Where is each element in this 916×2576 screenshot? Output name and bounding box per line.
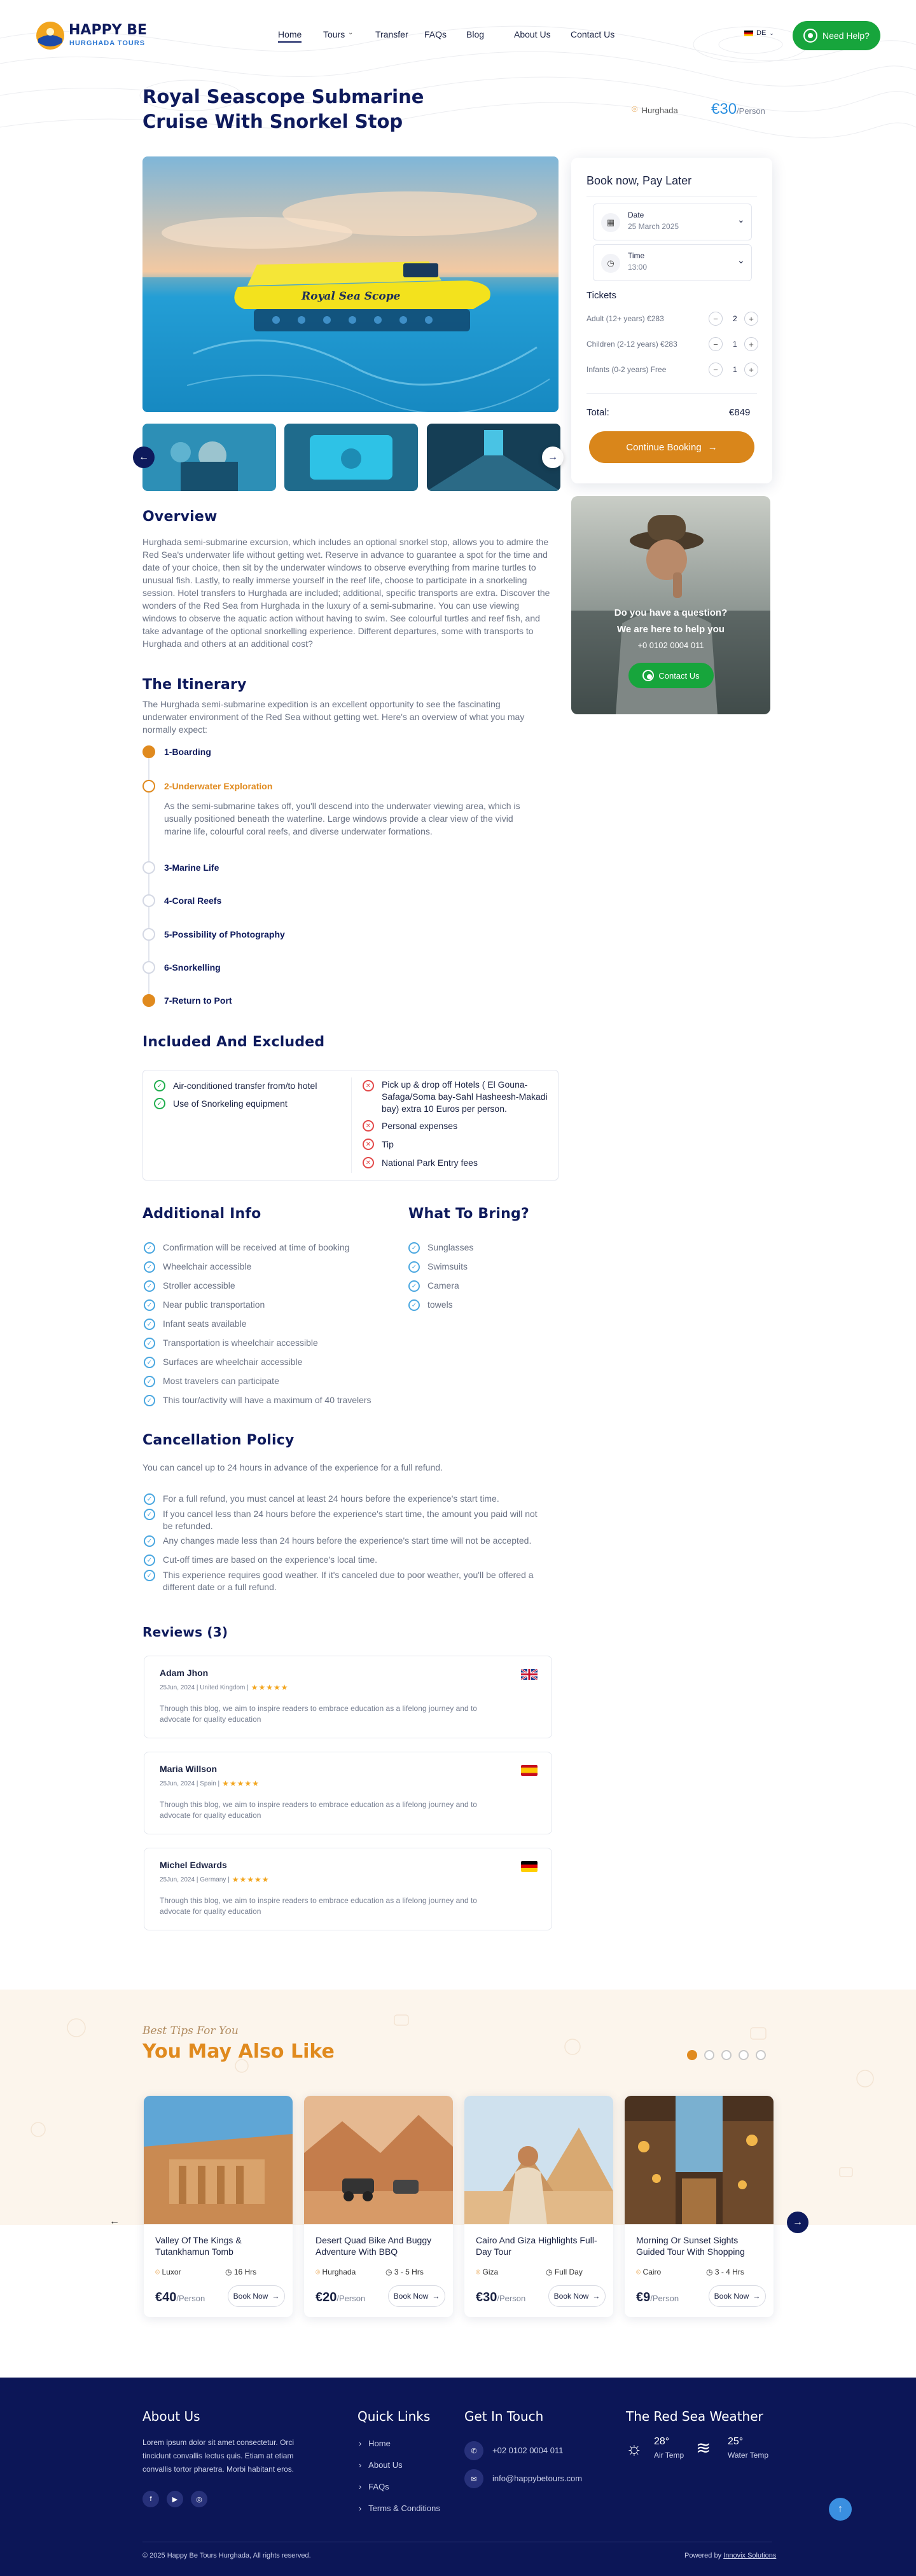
footer-links-heading: Quick Links xyxy=(357,2409,431,2424)
itinerary-step-6[interactable]: 6-Snorkelling xyxy=(164,962,221,973)
language-code: DE xyxy=(756,29,767,37)
additional-info-item: Transportation is wheelchair accessible xyxy=(163,1338,318,1348)
location-pin-icon: ⌾ xyxy=(316,2268,323,2276)
arrow-up-icon: ↑ xyxy=(838,2503,843,2514)
what-to-bring-heading: What To Bring? xyxy=(408,1206,529,1222)
check-icon: ✓ xyxy=(144,1509,155,1520)
tour-price-value: €30 xyxy=(476,2290,497,2304)
tour-duration-label: 16 Hrs xyxy=(233,2268,257,2276)
divider xyxy=(586,196,757,197)
time-label: Time xyxy=(628,251,645,260)
arrow-right-icon: → xyxy=(432,2292,440,2301)
booking-heading: Book now, Pay Later xyxy=(586,174,692,187)
footer-link-about[interactable] xyxy=(359,2460,403,2470)
excluded-item: Pick up & drop off Hotels ( El Gouna-Safaga/Soma bay-Sahl Hasheesh-Makadi bay) extra 10 Euros per person. xyxy=(382,1079,548,1114)
footer-powered xyxy=(684,2552,776,2559)
contact-us-button[interactable] xyxy=(628,663,714,688)
check-icon: ✓ xyxy=(144,1493,155,1505)
book-now-label: Book Now xyxy=(714,2292,749,2301)
arrow-right-icon: → xyxy=(753,2292,761,2301)
check-icon: ✓ xyxy=(154,1098,165,1109)
check-icon: ✓ xyxy=(144,1319,155,1330)
carousel-dot[interactable] xyxy=(721,2050,732,2060)
footer-link-home[interactable] xyxy=(359,2439,391,2448)
infant-ticket-label: Infants (0-2 years) Free xyxy=(586,365,667,374)
tour-price-unit: /Person xyxy=(337,2294,366,2303)
need-help-button[interactable] xyxy=(793,21,880,50)
spain-flag-icon xyxy=(521,1765,538,1776)
tour-price-unit: /Person xyxy=(737,106,765,116)
tour-price-value: €20 xyxy=(316,2290,337,2304)
nav-home[interactable]: Home xyxy=(278,29,302,43)
whatsapp-icon xyxy=(642,670,654,681)
contact-card xyxy=(571,496,770,714)
tour-duration-label: Full Day xyxy=(554,2268,583,2276)
included-item: Use of Snorkeling equipment xyxy=(173,1098,288,1109)
air-temp-value: 28° xyxy=(654,2436,670,2447)
chevron-right-icon: › xyxy=(359,2460,369,2470)
adult-quantity: 2 xyxy=(733,314,737,323)
footer-powered-label: Powered by xyxy=(684,2552,722,2559)
additional-info-item: Stroller accessible xyxy=(163,1280,235,1291)
calendar-icon: ▦ xyxy=(601,213,620,232)
check-icon: ✓ xyxy=(154,1080,165,1091)
cancellation-heading: Cancellation Policy xyxy=(142,1432,295,1448)
tour-price xyxy=(476,2290,525,2305)
check-icon: ✓ xyxy=(144,1395,155,1406)
check-icon: ✓ xyxy=(408,1261,420,1273)
clock-icon: ◷ xyxy=(706,2268,715,2276)
review-meta: 25Jun, 2024 | Germany | xyxy=(160,1876,230,1883)
book-now-button[interactable] xyxy=(548,2285,606,2307)
check-icon: ✓ xyxy=(144,1376,155,1387)
footer-touch-heading: Get In Touch xyxy=(464,2409,544,2424)
excluded-item: National Park Entry fees xyxy=(382,1158,478,1168)
cancellation-item: This experience requires good weather. If it's canceled due to poor weather, you'll be offered a different date or a full refund. xyxy=(163,1570,534,1592)
footer-weather-heading: The Red Sea Weather xyxy=(626,2409,763,2424)
tour-price-value: €9 xyxy=(636,2290,651,2304)
review-meta-row xyxy=(160,1875,270,1884)
review-text: Through this blog, we aim to inspire readers to embrace education as a lifelong journey and to advocate for quality education xyxy=(160,1800,477,1820)
uk-flag-icon xyxy=(521,1669,538,1680)
book-now-button[interactable] xyxy=(228,2285,285,2307)
child-plus-button[interactable]: + xyxy=(744,337,758,351)
additional-info-item: Near public transportation xyxy=(163,1299,265,1310)
footer-link-terms[interactable] xyxy=(359,2503,440,2513)
tour-price xyxy=(155,2290,205,2305)
itinerary-dot xyxy=(142,961,155,974)
carousel-prev-button[interactable]: ← xyxy=(109,2216,120,2227)
close-icon: ✕ xyxy=(363,1157,374,1168)
tickets-heading: Tickets xyxy=(586,290,616,301)
included-item: Air-conditioned transfer from/to hotel xyxy=(173,1081,317,1091)
clock-icon: ◷ xyxy=(546,2268,555,2276)
footer-link-label: FAQs xyxy=(368,2482,389,2491)
water-temp-label: Water Temp xyxy=(728,2451,769,2460)
sun-icon: ☼ xyxy=(626,2439,642,2458)
gallery-thumbnail-1[interactable] xyxy=(142,424,276,491)
check-icon: ✓ xyxy=(144,1570,155,1581)
overview-text: Hurghada semi-submarine excursion, which includes an optional snorkel stop, allows you to admire the Red Sea's underwater life without getting wet. Reserve in advance to guarantee a spot for the time and date of your choice, then sit by the underwater windows to observe everything from marine turtles to unusual fish. Lastly, to really immerse yourself in the reef life, choose to participate in a snorkeling session. Hotel transfers to Hurghada are included; additional, specific transports are extra. Discover the wonders of the Red Sea from Hurghada in the luxury of a semi-submarine. You can use viewing windows to observe the aquatic action without having to swim. See colourful turtles and reef fish, and take advantage of the optional snorkelling experience. Different departures, some with transports to Hurghada and others at an additional cost? xyxy=(142,537,550,649)
cancellation-item: For a full refund, you must cancel at least 24 hours before the experience's start time. xyxy=(163,1493,499,1504)
tour-location-label: Giza xyxy=(482,2268,499,2276)
tour-location-label: Cairo xyxy=(642,2268,662,2276)
tour-image-quad xyxy=(304,2096,453,2224)
child-minus-button[interactable]: − xyxy=(709,337,723,351)
check-icon: ✓ xyxy=(144,1357,155,1368)
tour-duration-label: 3 - 4 Hrs xyxy=(714,2268,744,2276)
germany-flag-icon xyxy=(521,1861,538,1872)
pattern-background xyxy=(0,1990,916,2225)
reviews-heading: Reviews (3) xyxy=(142,1624,228,1640)
phone-icon: ✆ xyxy=(464,2441,483,2460)
close-icon: ✕ xyxy=(363,1080,374,1091)
footer-powered-link[interactable]: Innovix Solutions xyxy=(723,2552,777,2559)
itinerary-dot xyxy=(142,928,155,941)
footer-copyright: © 2025 Happy Be Tours Hurghada, All rights reserved. xyxy=(142,2552,311,2559)
date-label: Date xyxy=(628,211,644,219)
total-value: €849 xyxy=(729,407,751,418)
nav-faqs[interactable]: FAQs xyxy=(424,29,447,39)
itinerary-dot xyxy=(142,861,155,874)
chevron-down-icon: ⌄ xyxy=(737,214,745,225)
close-icon: ✕ xyxy=(363,1120,374,1132)
tour-card[interactable] xyxy=(464,2096,613,2317)
check-icon: ✓ xyxy=(144,1280,155,1292)
facebook-icon[interactable]: f xyxy=(142,2491,159,2507)
carousel-next-button[interactable] xyxy=(787,2212,808,2233)
book-now-label: Book Now xyxy=(393,2292,429,2301)
check-icon: ✓ xyxy=(144,1535,155,1547)
additional-info-item: Confirmation will be received at time of booking xyxy=(163,1242,350,1252)
included-heading: Included And Excluded xyxy=(142,1034,325,1050)
review-text: Through this blog, we aim to inspire readers to embrace education as a lifelong journey and to advocate for quality education xyxy=(160,1896,477,1916)
carousel-dot-active[interactable] xyxy=(687,2050,697,2060)
divider xyxy=(351,1077,352,1173)
arrow-right-icon: → xyxy=(707,441,718,453)
book-now-label: Book Now xyxy=(233,2292,268,2301)
tour-duration-label: 3 - 5 Hrs xyxy=(394,2268,424,2276)
tour-title: Cairo And Giza Highlights Full-Day Tour xyxy=(476,2235,597,2257)
tour-image-giza xyxy=(464,2096,613,2224)
additional-info-item: Most travelers can participate xyxy=(163,1376,279,1386)
location-pin-icon: ⌾ xyxy=(636,2268,643,2276)
tour-duration xyxy=(706,2268,744,2276)
clock-icon: ◷ xyxy=(385,2268,394,2276)
child-ticket-label: Children (2-12 years) €283 xyxy=(586,340,677,349)
wave-icon: ≋ xyxy=(696,2438,711,2458)
tour-card[interactable] xyxy=(144,2096,293,2317)
tour-image-cairo xyxy=(625,2096,774,2224)
additional-info-item: Wheelchair accessible xyxy=(163,1261,252,1271)
tour-title: Morning Or Sunset Sights Guided Tour With Shopping xyxy=(636,2235,745,2257)
check-icon: ✓ xyxy=(144,1261,155,1273)
tour-location xyxy=(155,2268,181,2277)
chevron-right-icon: › xyxy=(359,2503,369,2513)
tour-location-label: Hurghada xyxy=(322,2268,356,2276)
carousel-dot[interactable] xyxy=(739,2050,749,2060)
german-flag-icon xyxy=(744,31,753,36)
contact-help: We are here to help you xyxy=(617,624,725,635)
tour-price-unit: /Person xyxy=(650,2294,679,2303)
page-title-line1: Royal Seascope Submarine xyxy=(142,86,424,107)
tour-image-luxor xyxy=(144,2096,293,2224)
tour-location xyxy=(476,2268,498,2277)
whatsapp-icon xyxy=(803,29,817,43)
location-pin-icon: ⌾ xyxy=(476,2268,483,2276)
arrow-right-icon: → xyxy=(793,2217,803,2227)
check-icon: ✓ xyxy=(144,1299,155,1311)
itinerary-heading: The Itinerary xyxy=(142,677,247,693)
contact-phone[interactable]: +0 0102 0004 011 xyxy=(637,641,704,650)
adult-ticket-label: Adult (12+ years) €283 xyxy=(586,314,664,323)
footer-email[interactable]: info@happybetours.com xyxy=(492,2474,583,2483)
nav-transfer[interactable]: Transfer xyxy=(375,29,408,39)
check-icon: ✓ xyxy=(408,1242,420,1254)
scroll-top-button[interactable] xyxy=(829,2498,852,2521)
reviewer-name: Maria Willson xyxy=(160,1764,218,1774)
continue-booking-label: Continue Booking xyxy=(626,441,702,453)
cancellation-item: Any changes made less than 24 hours before the experience's start time will not be accepted. xyxy=(163,1535,532,1546)
nav-blog[interactable]: Blog xyxy=(466,29,485,39)
tour-location xyxy=(316,2268,356,2277)
book-now-button[interactable] xyxy=(709,2285,766,2307)
footer xyxy=(0,2378,916,2576)
nav-about[interactable]: About Us xyxy=(514,29,551,39)
tour-card[interactable] xyxy=(625,2096,774,2317)
arrow-left-icon: ← xyxy=(139,452,149,462)
divider xyxy=(586,393,757,394)
book-now-label: Book Now xyxy=(553,2292,589,2301)
check-icon: ✓ xyxy=(408,1299,420,1311)
page-title-line2: Cruise With Snorkel Stop xyxy=(142,111,403,132)
chevron-right-icon: › xyxy=(359,2482,369,2491)
reviewer-name: Adam Jhon xyxy=(160,1668,209,1678)
additional-info-item: Surfaces are wheelchair accessible xyxy=(163,1357,303,1367)
location-pin-icon: ⌾ xyxy=(632,104,638,115)
youtube-icon[interactable]: ▶ xyxy=(167,2491,183,2507)
gallery-thumbnail-3[interactable] xyxy=(427,424,560,491)
tour-price xyxy=(711,100,765,118)
tour-location xyxy=(632,104,678,116)
additional-info-item: This tour/activity will have a maximum of 40 travelers xyxy=(163,1395,371,1405)
cancellation-intro: You can cancel up to 24 hours in advance of the experience for a full refund. xyxy=(142,1462,443,1472)
itinerary-step-3[interactable]: 3-Marine Life xyxy=(164,862,219,873)
footer-link-label: About Us xyxy=(368,2460,403,2470)
logo-icon xyxy=(36,21,65,50)
itinerary-dot xyxy=(142,780,155,793)
itinerary-step-7[interactable]: 7-Return to Port xyxy=(164,995,232,1006)
booking-card xyxy=(571,158,772,483)
itinerary-dot xyxy=(142,745,155,758)
total-label: Total: xyxy=(586,407,609,418)
itinerary-dot xyxy=(142,894,155,907)
tour-location-label: Luxor xyxy=(162,2268,181,2276)
footer-link-faqs[interactable] xyxy=(359,2482,389,2491)
check-icon: ✓ xyxy=(144,1555,155,1566)
overview-heading: Overview xyxy=(142,509,218,525)
itinerary-step-2[interactable]: 2-Underwater Exploration xyxy=(164,781,273,791)
footer-about-heading: About Us xyxy=(142,2409,200,2424)
what-to-bring-item: Swimsuits xyxy=(427,1261,468,1271)
tour-location xyxy=(636,2268,661,2277)
nav-tours[interactable]: Tours xyxy=(323,29,345,39)
tour-title: Desert Quad Bike And Buggy Adventure With BBQ xyxy=(316,2235,432,2257)
review-meta-row xyxy=(160,1779,260,1788)
infant-minus-button[interactable]: − xyxy=(709,363,723,377)
review-card xyxy=(144,1656,552,1738)
mail-icon: ✉ xyxy=(464,2469,483,2488)
what-to-bring-item: Camera xyxy=(427,1280,459,1291)
arrow-right-icon: → xyxy=(548,452,558,462)
footer-about-text: Lorem ipsum dolor sit amet consectetur. Orci tincidunt convallis lectus quis. Etiam at etiam convallis tortor pharetra. Morbi habitant eros. xyxy=(142,2438,295,2474)
child-quantity: 1 xyxy=(733,340,737,349)
tour-duration xyxy=(546,2268,583,2276)
gallery-prev-button[interactable] xyxy=(133,447,155,468)
footer-link-label: Home xyxy=(368,2439,391,2448)
itinerary-dot xyxy=(142,994,155,1007)
date-picker[interactable] xyxy=(593,204,752,240)
also-like-heading: You May Also Like xyxy=(142,2040,335,2063)
footer-link-label: Terms & Conditions xyxy=(368,2503,440,2513)
tour-price-unit: /Person xyxy=(176,2294,205,2303)
excluded-item: Personal expenses xyxy=(382,1121,458,1131)
main-tour-image xyxy=(142,156,559,412)
review-text: Through this blog, we aim to inspire readers to embrace education as a lifelong journey and to advocate for quality education xyxy=(160,1704,477,1724)
rating-stars-icon: ★★★★★ xyxy=(222,1779,260,1788)
time-value: 13:00 xyxy=(628,263,648,272)
gallery-next-button[interactable] xyxy=(542,447,564,468)
adult-minus-button[interactable]: − xyxy=(709,312,723,326)
water-temp-value: 25° xyxy=(728,2436,744,2447)
tour-card[interactable] xyxy=(304,2096,453,2317)
air-temp-label: Air Temp xyxy=(654,2451,684,2460)
itinerary-step-2-detail: As the semi-submarine takes off, you'll descend into the underwater viewing area, which is usually positioned beneath the waterline. Large windows provide a clear view of the vivid marine life, colourful coral reefs, and diverse underwater formations. xyxy=(164,801,520,836)
check-icon: ✓ xyxy=(144,1338,155,1349)
carousel-dot[interactable] xyxy=(756,2050,766,2060)
review-meta-row xyxy=(160,1683,289,1692)
tour-location-label: Hurghada xyxy=(641,105,678,115)
clock-icon: ◷ xyxy=(601,254,620,273)
rating-stars-icon: ★★★★★ xyxy=(232,1875,270,1884)
arrow-right-icon: → xyxy=(272,2292,280,2301)
tour-price-value: €30 xyxy=(711,100,737,118)
additional-info-heading: Additional Info xyxy=(142,1206,261,1222)
location-pin-icon: ⌾ xyxy=(155,2268,162,2276)
what-to-bring-item: towels xyxy=(427,1299,453,1310)
carousel-dot[interactable] xyxy=(704,2050,714,2060)
tour-duration xyxy=(225,2268,256,2276)
instagram-icon[interactable]: ◎ xyxy=(191,2491,207,2507)
tour-title: Valley Of The Kings & Tutankhamun Tomb xyxy=(155,2235,242,2257)
clock-icon: ◷ xyxy=(225,2268,234,2276)
cancellation-item: Cut-off times are based on the experience's local time. xyxy=(163,1555,378,1565)
tour-duration xyxy=(385,2268,424,2276)
tour-price-unit: /Person xyxy=(497,2294,526,2303)
contact-us-label: Contact Us xyxy=(658,670,700,681)
review-meta: 25Jun, 2024 | Spain | xyxy=(160,1780,220,1787)
review-card xyxy=(144,1752,552,1834)
gallery-thumbnail-2[interactable] xyxy=(284,424,418,491)
chevron-down-icon: ⌄ xyxy=(737,255,745,265)
additional-info-item: Infant seats available xyxy=(163,1319,247,1329)
tour-price-value: €40 xyxy=(155,2290,177,2304)
what-to-bring-item: Sunglasses xyxy=(427,1242,474,1252)
continue-booking-button[interactable] xyxy=(589,431,754,463)
book-now-button[interactable] xyxy=(388,2285,445,2307)
infant-plus-button[interactable]: + xyxy=(744,363,758,377)
close-icon: ✕ xyxy=(363,1139,374,1150)
need-help-label: Need Help? xyxy=(822,31,870,41)
reviewer-name: Michel Edwards xyxy=(160,1860,227,1870)
also-like-script: Best Tips For You xyxy=(142,2025,239,2037)
date-value: 25 March 2025 xyxy=(628,222,679,231)
arrow-right-icon: → xyxy=(592,2292,600,2301)
logo[interactable] xyxy=(36,21,156,50)
nav-contact[interactable]: Contact Us xyxy=(571,29,615,39)
review-meta: 25Jun, 2024 | United Kingdom | xyxy=(160,1684,249,1691)
boat-lettering: Royal Sea Scope xyxy=(302,290,401,303)
infant-quantity: 1 xyxy=(733,365,737,374)
chevron-down-icon: ⌄ xyxy=(769,29,774,36)
itinerary-step-5[interactable]: 5-Possibility of Photography xyxy=(164,929,285,939)
page-title xyxy=(142,85,424,134)
footer-phone[interactable]: +02 0102 0004 011 xyxy=(492,2446,564,2455)
tour-price xyxy=(316,2290,365,2305)
tour-price xyxy=(636,2290,679,2305)
chevron-right-icon: › xyxy=(359,2439,369,2448)
review-card xyxy=(144,1848,552,1930)
check-icon: ✓ xyxy=(144,1242,155,1254)
chevron-down-icon: ⌄ xyxy=(348,29,354,36)
cancellation-item: If you cancel less than 24 hours before the experience's start time, the amount you paid will not be refunded. xyxy=(163,1509,538,1531)
adult-plus-button[interactable]: + xyxy=(744,312,758,326)
rating-stars-icon: ★★★★★ xyxy=(251,1683,289,1692)
itinerary-step-4[interactable]: 4-Coral Reefs xyxy=(164,896,222,906)
itinerary-intro: The Hurghada semi-submarine expedition is an excellent opportunity to see the fascinating underwater environment of the Red Sea without getting wet. Here's an overview of what you may normally expect: xyxy=(142,699,525,735)
time-picker[interactable] xyxy=(593,244,752,281)
itinerary-step-1[interactable]: 1-Boarding xyxy=(164,747,211,757)
excluded-item: Tip xyxy=(382,1139,394,1149)
contact-question: Do you have a question? xyxy=(614,607,728,618)
check-icon: ✓ xyxy=(408,1280,420,1292)
brand-sub: HURGHADA TOURS xyxy=(69,39,146,47)
brand-name: HAPPY BE xyxy=(69,22,148,38)
language-selector[interactable] xyxy=(744,29,774,37)
